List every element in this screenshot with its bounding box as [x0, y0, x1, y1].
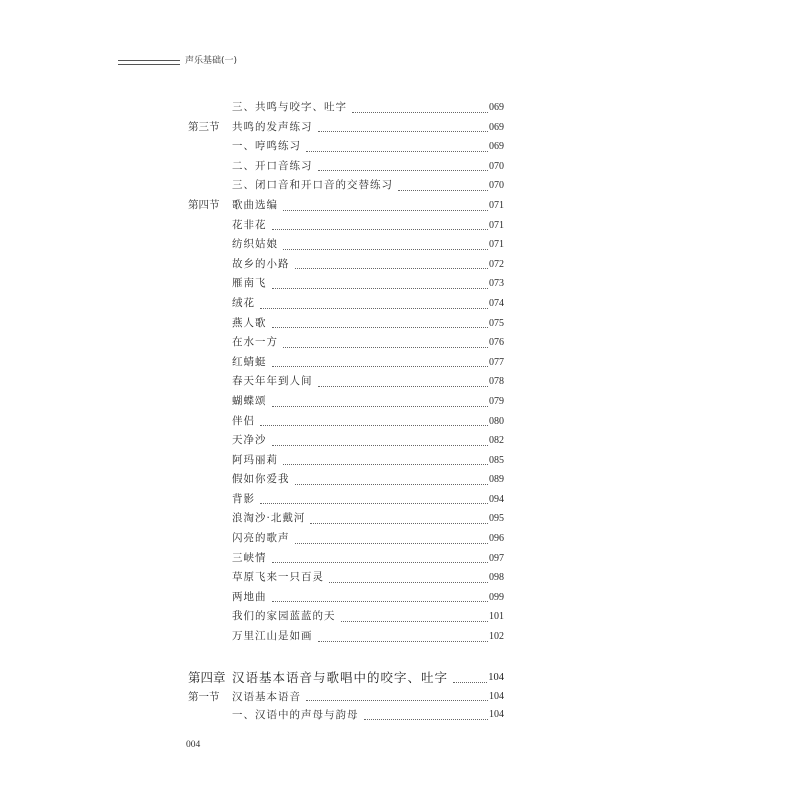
- running-header-book-title: 声乐基础(一): [185, 56, 238, 66]
- toc-entry-page: 072: [489, 258, 504, 270]
- toc-row: [188, 196, 504, 216]
- toc-dot-leader: [306, 151, 488, 152]
- toc-entry-page: 071: [489, 239, 504, 251]
- toc-entry-title: 燕人歌: [232, 316, 267, 329]
- toc-entry-title: 一、哼鸣练习: [232, 140, 301, 153]
- toc-entry-title: 在水一方: [232, 336, 278, 349]
- toc-entry-page: 075: [489, 317, 504, 329]
- toc-entry-title: 两地曲: [232, 590, 267, 603]
- toc-dot-leader: [272, 327, 489, 328]
- toc-dot-leader: [272, 445, 489, 446]
- toc-entry-title: 天净沙: [232, 434, 267, 447]
- toc-dot-leader: [318, 170, 489, 171]
- toc-chapter-label: 第四章: [188, 669, 226, 685]
- toc-row: [188, 549, 504, 569]
- toc-entry-title: 汉语基本语音: [232, 690, 301, 703]
- toc-entry-title: 伴侣: [232, 414, 255, 427]
- toc-entry-page: 101: [489, 611, 504, 623]
- toc-dot-leader: [283, 347, 488, 348]
- toc-row: [188, 137, 504, 157]
- toc-dot-leader: [318, 131, 489, 132]
- toc-entry-page: 102: [489, 631, 504, 643]
- toc-entry-page: 097: [489, 552, 504, 564]
- toc-dot-leader: [295, 268, 489, 269]
- table-of-contents-next-chapter: [188, 669, 504, 725]
- toc-dot-leader: [272, 366, 489, 367]
- toc-dot-leader: [295, 543, 489, 544]
- toc-row: [188, 627, 504, 647]
- toc-entry-title: 闪亮的歌声: [232, 532, 290, 545]
- toc-dot-leader: [272, 601, 489, 602]
- toc-row: [188, 157, 504, 177]
- toc-row: [188, 607, 504, 627]
- toc-entry-title: 红蜻蜓: [232, 355, 267, 368]
- toc-entry-page: 104: [489, 709, 504, 721]
- toc-chapter-row: [188, 669, 504, 688]
- toc-dot-leader: [272, 229, 489, 230]
- header-rule-bottom: [118, 64, 180, 65]
- toc-dot-leader: [260, 425, 488, 426]
- toc-entry-title: 三、闭口音和开口音的交替练习: [232, 179, 393, 192]
- toc-dot-leader: [341, 621, 489, 622]
- toc-entry-page: 074: [489, 297, 504, 309]
- toc-dot-leader: [364, 719, 489, 720]
- toc-entry-title: 浪淘沙·北戴河: [232, 512, 306, 525]
- toc-dot-leader: [398, 190, 488, 191]
- toc-entry-title: 三、共鸣与咬字、吐字: [232, 101, 347, 113]
- toc-entry-title: 蝴蝶颂: [232, 394, 267, 407]
- toc-entry-page: 071: [489, 199, 504, 211]
- toc-entry-title: 故乡的小路: [232, 257, 290, 270]
- toc-entry-page: 069: [489, 141, 504, 153]
- toc-dot-leader: [318, 641, 489, 642]
- toc-entry-page: 089: [489, 474, 504, 486]
- toc-entry-page: 085: [489, 454, 504, 466]
- toc-dot-leader: [352, 112, 488, 113]
- toc-dot-leader: [329, 582, 488, 583]
- toc-row: [188, 431, 504, 451]
- toc-entry-title: 雁南飞: [232, 277, 267, 290]
- toc-entry-title: 绒花: [232, 296, 255, 309]
- toc-dot-leader: [318, 386, 489, 387]
- toc-entry-page: 096: [489, 533, 504, 545]
- toc-row: [188, 509, 504, 529]
- toc-row: [188, 353, 504, 373]
- toc-row: [188, 255, 504, 275]
- toc-row: [188, 372, 504, 392]
- toc-row: [188, 216, 504, 236]
- toc-dot-leader: [283, 249, 488, 250]
- toc-entry-page: 069: [489, 102, 504, 113]
- header-rule-top: [118, 60, 180, 61]
- table-of-contents: [188, 98, 504, 647]
- toc-entry-page: 095: [489, 513, 504, 525]
- toc-dot-leader: [295, 484, 489, 485]
- toc-row: [188, 490, 504, 510]
- toc-entry-page: 079: [489, 395, 504, 407]
- page-number: 004: [186, 740, 201, 750]
- toc-row: [188, 588, 504, 608]
- toc-entry-title: 歌曲选编: [232, 198, 278, 211]
- toc-row: [188, 314, 504, 334]
- toc-entry-title: 三峡情: [232, 551, 267, 564]
- toc-entry-page: 104: [489, 690, 504, 702]
- toc-row: [188, 294, 504, 314]
- toc-entry-title: 花非花: [232, 218, 267, 231]
- toc-entry-title: 背影: [232, 492, 255, 505]
- toc-row: [188, 392, 504, 412]
- toc-entry-page: 078: [489, 376, 504, 388]
- toc-dot-leader: [272, 406, 489, 407]
- toc-entry-title: 假如你爱我: [232, 473, 290, 486]
- toc-entry-page: 073: [489, 278, 504, 290]
- toc-section-label: 第三节: [188, 120, 220, 133]
- toc-entry-page: 094: [489, 493, 504, 505]
- toc-entry-page: 070: [489, 160, 504, 172]
- toc-section-label: 第四节: [188, 198, 220, 211]
- toc-row: [188, 688, 504, 707]
- toc-row: [188, 529, 504, 549]
- toc-row: [188, 176, 504, 196]
- toc-entry-title: 共鸣的发声练习: [232, 120, 313, 133]
- toc-entry-title: 草原飞来一只百灵: [232, 571, 324, 584]
- toc-entry-title: 万里江山是如画: [232, 630, 313, 643]
- toc-chapter-page: 104: [488, 671, 504, 683]
- toc-dot-leader: [272, 288, 489, 289]
- toc-row: [188, 412, 504, 432]
- toc-row: [188, 470, 504, 490]
- toc-row: [188, 118, 504, 138]
- toc-entry-page: 070: [489, 180, 504, 192]
- toc-entry-title: 二、开口音练习: [232, 159, 313, 172]
- toc-dot-leader: [260, 503, 488, 504]
- toc-row: [188, 333, 504, 353]
- toc-entry-page: 080: [489, 415, 504, 427]
- toc-entry-title: 春天年年到人间: [232, 375, 313, 388]
- toc-entry-title: 我们的家园蓝蓝的天: [232, 610, 336, 623]
- toc-entry-page: 098: [489, 572, 504, 584]
- toc-dot-leader: [306, 700, 488, 701]
- toc-entry-page: 071: [489, 219, 504, 231]
- toc-row: [188, 98, 504, 118]
- toc-entry-title: 纺织姑娘: [232, 238, 278, 251]
- toc-row: [188, 706, 504, 725]
- toc-row: [188, 235, 504, 255]
- toc-dot-leader: [283, 210, 488, 211]
- toc-row: [188, 451, 504, 471]
- toc-entry-page: 099: [489, 591, 504, 603]
- toc-dot-leader: [453, 682, 487, 683]
- toc-dot-leader: [310, 523, 488, 524]
- toc-entry-page: 076: [489, 337, 504, 349]
- toc-entry-title: 一、汉语中的声母与韵母: [232, 709, 359, 722]
- toc-section-label: 第一节: [188, 690, 220, 703]
- toc-row: [188, 568, 504, 588]
- toc-dot-leader: [283, 464, 488, 465]
- toc-entry-page: 082: [489, 435, 504, 447]
- toc-row: [188, 274, 504, 294]
- toc-chapter-title: 汉语基本语音与歌唱中的咬字、吐字: [232, 669, 449, 685]
- toc-dot-leader: [260, 308, 488, 309]
- toc-entry-page: 077: [489, 356, 504, 368]
- toc-dot-leader: [272, 562, 489, 563]
- toc-entry-page: 069: [489, 121, 504, 133]
- toc-entry-title: 阿玛丽莉: [232, 453, 278, 466]
